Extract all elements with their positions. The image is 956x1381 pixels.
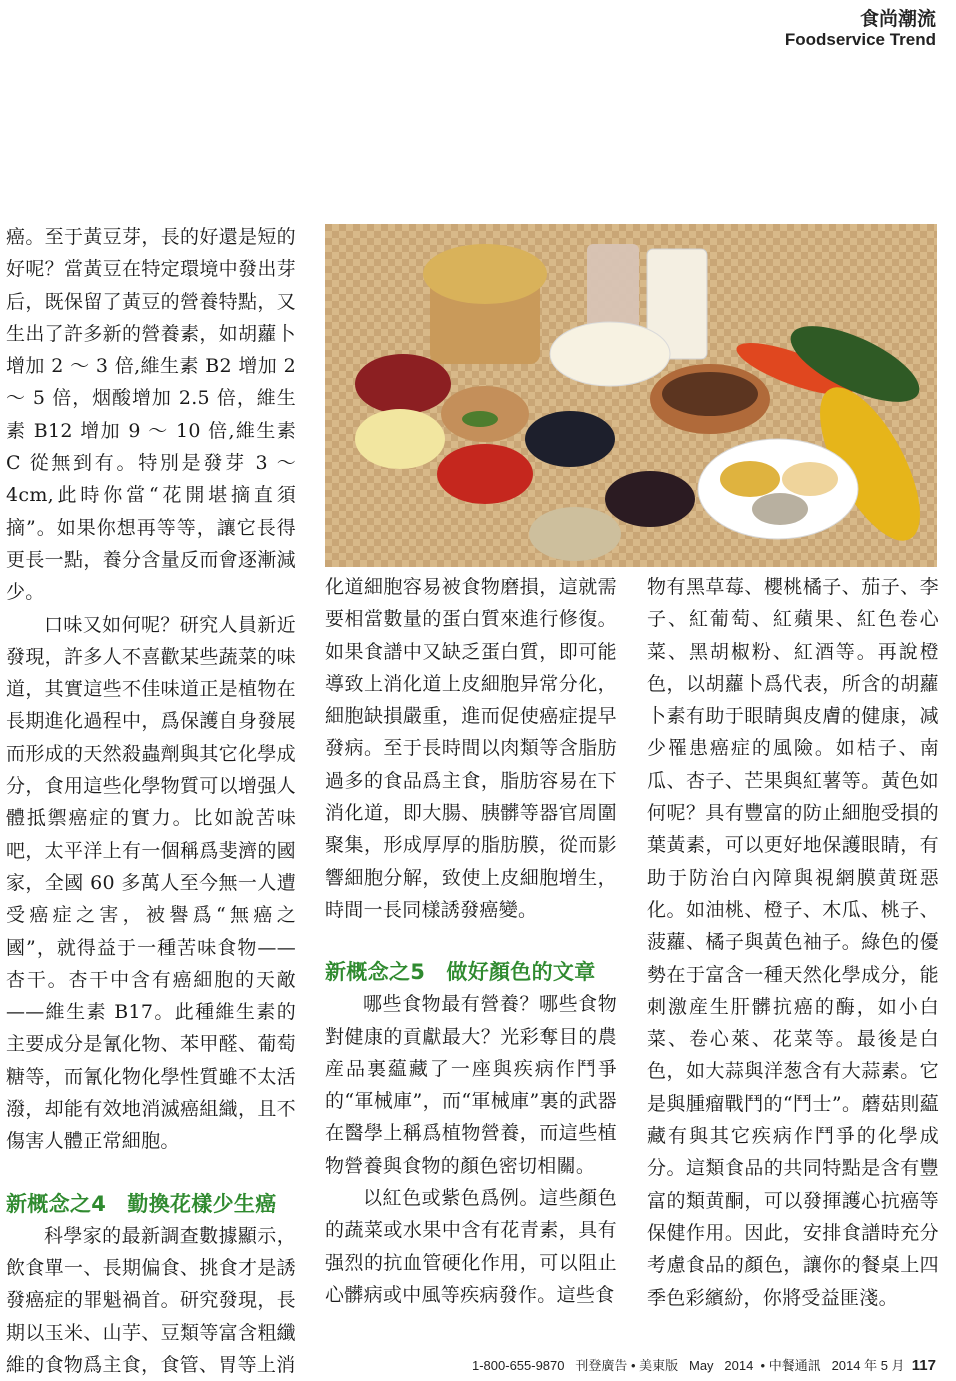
footer-year: 2014 <box>724 1358 754 1373</box>
column-left <box>6 221 296 1381</box>
page-footer <box>472 1355 936 1374</box>
section-title-en: Foodservice Trend <box>784 30 936 49</box>
paragraph: 科學家的最新調查數據顯示，飲食單一、長期偏食、挑食才是誘發癌症的罪魁禍首。研究發現，長期以玉米、山芋、豆類等富含粗纖維的食物爲主食，食管、胃等上消 <box>6 1224 296 1376</box>
section-title-zh: 食尚潮流 <box>859 8 936 30</box>
paragraph: 物有黑草莓、櫻桃橘子、茄子、李子、紅葡萄、紅蘋果、紅色卷心菜、黑胡椒粉、紅酒等。再說橙色，以胡蘿卜爲代表，所含的胡蘿卜素有助于眼睛與皮膚的健康，减少罹患癌症的風險。如桔子、南瓜、杏子、芒果與紅薯等。黃色如何呢？具有豐富的防止細胞受損的葉黃素，可以更好地保護眼睛，有助于防治白內障與視網膜黄斑惡化。如油桃、橙子、木瓜、桃子、菠蘿、橘子與黃色袖子。綠色的優勢在于富含一種天然化學成分，能刺激産生肝髒抗癌的酶，如小白菜、卷心萊、花菜等。最後是白色，如大蒜與洋葱含有大蒜素。它是與腫瘤戰鬥的“鬥士”。蘑菇則藴藏有與其它疾病作鬥爭的化學成分。這類食品的共同特點是含有豐富的類黄酮，可以發揮護心抗癌等保健作用。因此，安排食譜時充分考慮食品的顏色，讓你的餐桌上四季色彩繽紛，你將受益匪淺。 <box>647 576 939 1309</box>
footer-ad: 刊登廣告 • 美東版 <box>575 1358 679 1373</box>
food-photo <box>325 224 937 567</box>
column-right <box>647 571 939 1314</box>
footer-magazine: • 中餐通訊 <box>760 1358 821 1373</box>
paragraph: 口味又如何呢？研究人員新近發現，許多人不喜歡某些蔬菜的味道，其實這些不佳味道正是植物在長期進化過程中，爲保護自身發展而形成的天然殺蟲劑與其它化學成分，食用這些化學物質可以增强人體抵禦癌症的實力。比如說苦味吧，太平洋上有一個稱爲斐濟的國家，全國 60 多萬人至今無一人遭受癌症之害，被譽爲“無癌之國”，就得益于一種苦味食物——杏干。杏干中含有癌細胞的天敵——維生素 B17。此種維生素的主要成分是氰化物、苯甲醛、葡萄糖等，而氰化物化學性質雖不太活潑，却能有效地消滅癌組織，且不傷害人體正常細胞。 <box>6 613 296 1153</box>
footer-month: May <box>688 1358 714 1373</box>
paragraph: 化道細胞容易被食物磨損，這就需要相當數量的蛋白質來進行修復。如果食譜中又缺乏蛋白質，即可能導致上消化道上皮細胞异常分化，細胞缺損嚴重，進而促使癌症提早發病。至于長時間以肉類等含脂肪過多的食品爲主食，脂肪容易在下消化道，即大腸、胰髒等器官周圍聚集，形成厚厚的脂肪膜，從而影響細胞分解，致使上皮細胞增生，時間一長同樣誘發癌變。 <box>325 576 617 921</box>
paragraph: 哪些食物最有營養？哪些食物對健康的貢獻最大？光彩奪目的農産品裏藴藏了一座與疾病作鬥爭的“軍械庫”，而“軍械庫”裏的武器在醫學上稱爲植物營養，而這些植物營養與食物的顏色密切相關。 <box>325 993 617 1177</box>
paragraph: 癌。至于黃豆芽，長的好還是短的好呢？當黃豆在特定環境中發出芽后，既保留了黃豆的營養特點，又生出了許多新的營養素，如胡蘿卜增加 2 ～ 3 倍,維生素 B2 增加 2 ～ 5 倍，烟酸增加 2.5 倍，維生素 B12 增加 9 ～ 10 倍,維生素 C 從無到有。特別是發芽 3 ～ 4cm,此時你當“花開堪摘直須摘”。如果你想再等等，讓它長得更長一點，養分含量反而會逐漸減少。 <box>6 226 296 604</box>
page-number: 117 <box>911 1357 936 1374</box>
paragraph: 以紅色或紫色爲例。這些顏色的蔬菜或水果中含有花青素，具有强烈的抗血管硬化作用，可以阻止心髒病或中風等疾病發作。這些食 <box>325 1187 617 1306</box>
column-middle <box>325 571 617 1311</box>
footer-phone: 1-800-655-9870 <box>471 1358 565 1373</box>
section-heading-5: 新概念之5 做好顏色的文章 <box>325 960 596 985</box>
section-heading-4: 新概念之4 勤換花樣少生癌 <box>6 1191 277 1216</box>
footer-date: 2014 年 5 月 <box>831 1358 905 1373</box>
